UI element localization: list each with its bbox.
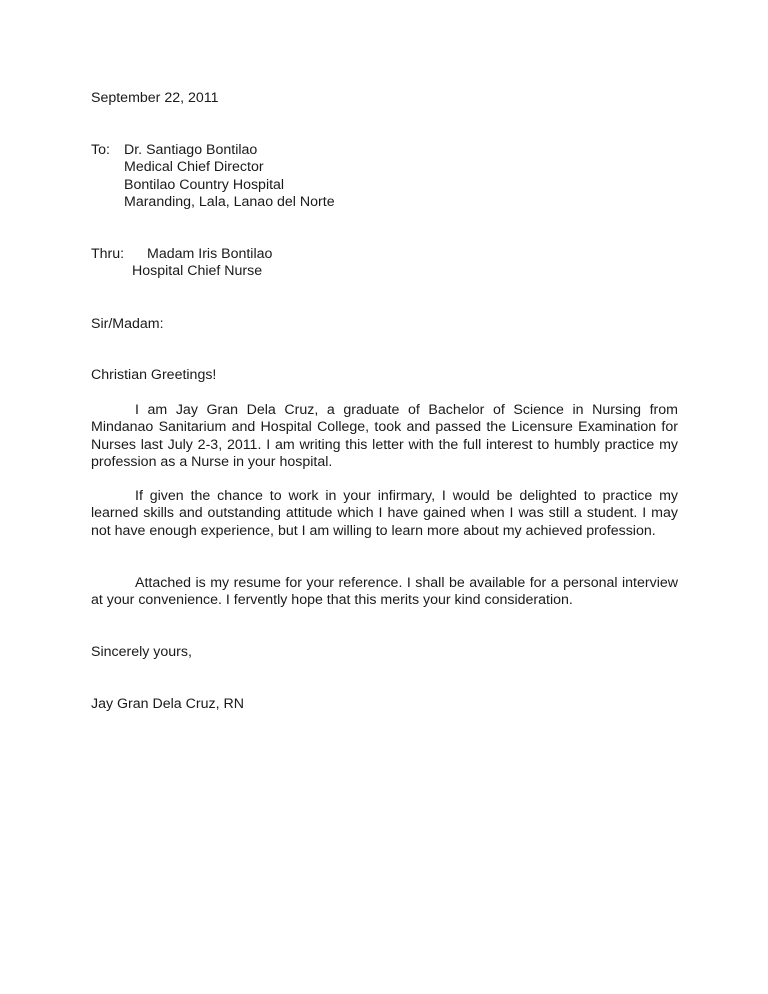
recipient-address-block [124, 142, 335, 212]
thru-title: Hospital Chief Nurse [132, 263, 263, 279]
body-paragraph-3: Attached is my resume for your reference. I shall be available for a personal interview at your convenience. I fervently hope that this merits your kind consideration. [91, 575, 678, 609]
to-label: To: [91, 142, 110, 158]
thru-address-block [147, 246, 272, 263]
closing: Sincerely yours, [91, 644, 192, 660]
salutation: Sir/Madam: [91, 316, 164, 332]
recipient-organization: Bontilao Country Hospital [124, 176, 285, 193]
letter-date: September 22, 2011 [91, 90, 219, 106]
thru-label: Thru: [91, 246, 125, 262]
signature-name: Jay Gran Dela Cruz, RN [91, 696, 244, 712]
thru-title-block [132, 263, 262, 280]
body-paragraph-1: I am Jay Gran Dela Cruz, a graduate of Bachelor of Science in Nursing from Mindanao Sanitarium and Hospital College, took and passed the Licensure Examination for Nurses last July 2-3, 2011. I am writing this letter with the full interest to humbly practice my profession as a Nurse in your hospital. [91, 402, 678, 470]
body-paragraph-2: If given the chance to work in your infirmary, I would be delighted to practice my learned skills and outstanding attitude which I have gained when I was still a student. I may not have enough experience, but I am willing to learn more about my achieved profession. [91, 488, 678, 539]
thru-name: Madam Iris Bontilao [147, 246, 273, 262]
recipient-title: Medical Chief Director [124, 159, 264, 176]
greeting: Christian Greetings! [91, 367, 217, 383]
recipient-name: Dr. Santiago Bontilao [124, 142, 258, 158]
recipient-location: Maranding, Lala, Lanao del Norte [124, 194, 335, 211]
